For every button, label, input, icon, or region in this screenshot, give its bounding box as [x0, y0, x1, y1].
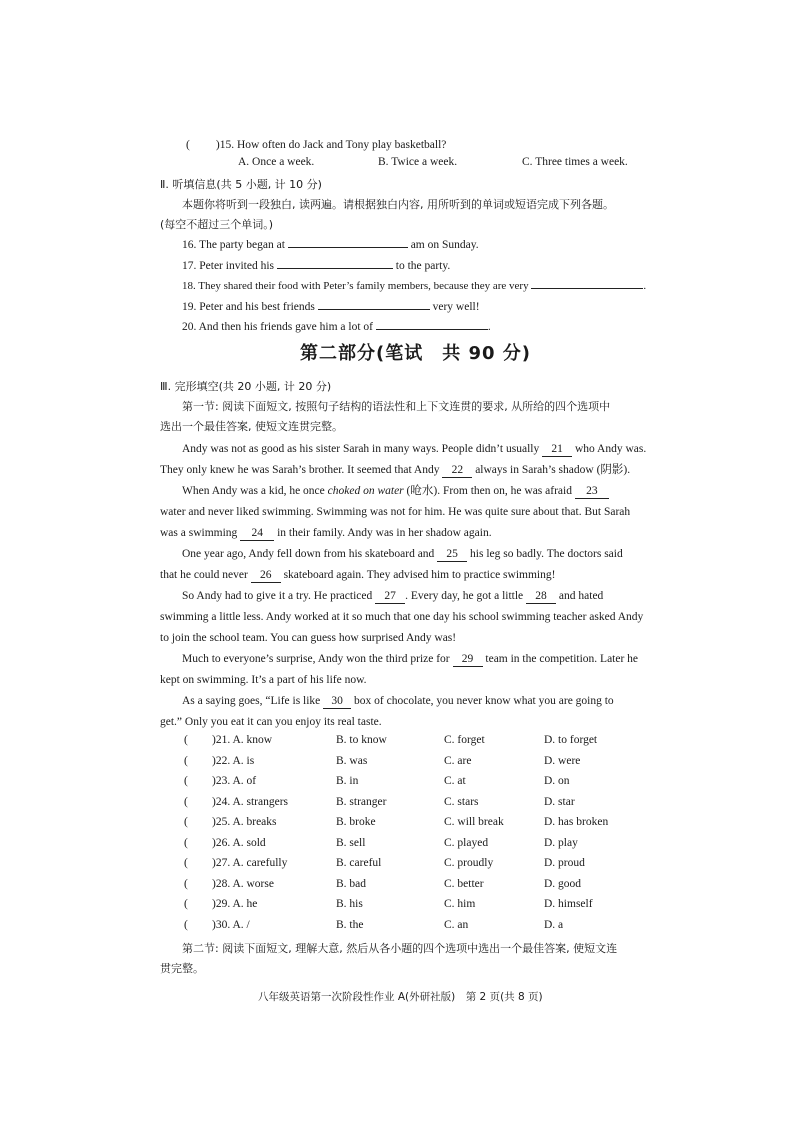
option-d: D. were: [544, 754, 581, 767]
blank-22[interactable]: 22: [442, 463, 472, 478]
passage-line: When Andy was a kid, he once choked on water (呛水). From then on, he was afraid 23: [182, 482, 609, 500]
option-d: D. on: [544, 775, 570, 787]
item-18: 18. They shared their food with Peter’s family members, because they are very .: [182, 280, 647, 292]
section-2-instructions: 本题你将听到一段独白, 读两遍。请根据独白内容, 用所听到的单词或短语完成下列各题。: [182, 198, 614, 211]
section-3-title: Ⅲ. 完形填空(共 20 小题, 计 20 分): [160, 380, 332, 393]
option-c: C. at: [444, 775, 466, 787]
option-c: C. an: [444, 918, 469, 931]
option-b: B. in: [336, 775, 359, 787]
option-a: )28. A. worse: [212, 877, 274, 890]
option-d: D. has broken: [544, 816, 609, 828]
item-20: 20. And then his friends gave him a lot of .: [182, 321, 491, 333]
blank-26[interactable]: 26: [251, 568, 281, 583]
option-b: B. stranger: [336, 795, 387, 808]
option-d: D. star: [544, 795, 575, 808]
item-16: 16. The party began at am on Sunday.: [182, 239, 479, 251]
section-3-sub1-instructions: 第一节: 阅读下面短文, 按照句子结构的语法性和上下文连贯的要求, 从所给的四个选项中: [182, 400, 611, 413]
passage-line: swimming a little less. Andy worked at it so much that one day his school swimming teacher asked Andy: [160, 611, 644, 623]
passage-line: to join the school team. You can guess how surprised Andy was!: [160, 632, 457, 644]
option-d: D. himself: [544, 898, 593, 910]
answer-paren[interactable]: (: [184, 898, 188, 910]
option-a: )29. A. he: [212, 898, 258, 910]
answer-paren[interactable]: (: [184, 734, 188, 746]
answer-paren: (: [186, 139, 190, 151]
option-c: C. are: [444, 754, 472, 767]
option-a: )25. A. breaks: [212, 816, 277, 828]
option-c: C. will break: [444, 816, 504, 828]
passage-line: get.” Only you eat it can you enjoy its real taste.: [160, 716, 382, 728]
answer-blank[interactable]: [277, 268, 393, 269]
option-c: C. played: [444, 836, 489, 849]
passage-line: Much to everyone’s surprise, Andy won the third prize for 29 team in the competition. Later he: [182, 653, 639, 665]
passage-line: They only knew he was Sarah’s brother. It seemed that Andy 22 always in Sarah’s shadow (阴影).: [160, 464, 631, 476]
passage-line: kept on swimming. It’s a part of his life now.: [160, 674, 367, 686]
option-c: C. forget: [444, 734, 485, 746]
section-3-sub2-instructions: 第二节: 阅读下面短文, 理解大意, 然后从各小题的四个选项中选出一个最佳答案, 使短文连: [182, 942, 618, 955]
option-b: B. to know: [336, 734, 387, 746]
option-b: B. sell: [336, 836, 366, 849]
option-b: B. was: [336, 754, 368, 767]
option-a: )26. A. sold: [212, 836, 266, 849]
item-19: 19. Peter and his best friends very well!: [182, 301, 480, 313]
passage-line: water and never liked swimming. Swimming was not for him. He was quite sure about that. But Sarah: [160, 506, 631, 518]
option-a: )24. A. strangers: [212, 795, 289, 808]
blank-27[interactable]: 27: [375, 589, 405, 604]
option-a: )22. A. is: [212, 754, 255, 767]
passage-line: Andy was not as good as his sister Sarah in many ways. People didn’t usually 21 who Andy was.: [182, 443, 647, 455]
blank-30[interactable]: 30: [323, 694, 351, 709]
answer-blank[interactable]: [318, 309, 430, 310]
question-15-stem: 15. How often do Jack and Tony play basketball?: [219, 139, 447, 151]
answer-blank[interactable]: [376, 329, 488, 330]
option-c: C. him: [444, 898, 476, 910]
option-b: B. his: [336, 898, 363, 910]
option-a: )21. A. know: [212, 734, 273, 746]
answer-paren[interactable]: (: [184, 877, 188, 890]
q15-option-a: A. Once a week.: [238, 156, 315, 168]
option-b: B. broke: [336, 816, 376, 828]
passage-line: that he could never 26 skateboard again. They advised him to practice swimming!: [160, 569, 556, 581]
answer-blank[interactable]: [531, 288, 643, 289]
passage-line: One year ago, Andy fell down from his skateboard and 25 his leg so badly. The doctors said: [182, 548, 623, 560]
q15-option-c: C. Three times a week.: [522, 156, 628, 168]
section-3-sub2-instructions-cont: 贯完整。: [160, 962, 204, 975]
passage-line: So Andy had to give it a try. He practiced 27 . Every day, he got a little 28 and hated: [182, 590, 604, 602]
answer-paren[interactable]: (: [184, 836, 188, 849]
option-b: B. bad: [336, 877, 367, 890]
option-d: D. a: [544, 918, 564, 931]
section-2-instructions-note: (每空不超过三个单词。): [160, 218, 274, 231]
blank-23[interactable]: 23: [575, 484, 609, 499]
blank-29[interactable]: 29: [453, 652, 483, 667]
option-c: C. proudly: [444, 857, 494, 869]
answer-paren[interactable]: (: [184, 775, 188, 787]
section-2-title: Ⅱ. 听填信息(共 5 小题, 计 10 分): [160, 178, 322, 191]
option-d: D. play: [544, 836, 578, 849]
answer-blank[interactable]: [288, 247, 408, 248]
option-b: B. the: [336, 918, 364, 931]
blank-28[interactable]: 28: [526, 589, 556, 604]
blank-21[interactable]: 21: [542, 442, 572, 457]
option-b: B. careful: [336, 857, 382, 869]
q15-option-b: B. Twice a week.: [378, 156, 458, 168]
answer-paren[interactable]: (: [184, 816, 188, 828]
answer-paren[interactable]: (: [184, 918, 188, 931]
page-footer: 八年级英语第一次阶段性作业 A(外研社版) 第 2 页(共 8 页): [258, 991, 543, 1003]
section-3-sub1-instructions-cont: 选出一个最佳答案, 使短文连贯完整。: [160, 420, 343, 433]
option-a: )30. A. /: [212, 918, 250, 931]
passage-line: was a swimming 24 in their family. Andy was in her shadow again.: [160, 527, 492, 539]
option-d: D. proud: [544, 857, 585, 869]
answer-paren[interactable]: (: [184, 857, 188, 869]
blank-25[interactable]: 25: [437, 547, 467, 562]
passage-line: As a saying goes, “Life is like 30 box of chocolate, you never know what you are going to: [182, 695, 614, 707]
option-a: )23. A. of: [212, 775, 257, 787]
option-d: D. good: [544, 877, 582, 890]
option-d: D. to forget: [544, 734, 598, 746]
item-17: 17. Peter invited his to the party.: [182, 260, 451, 272]
part-2-title: 第二部分(笔试 共 90 分): [300, 343, 532, 364]
answer-paren[interactable]: (: [184, 754, 188, 767]
option-c: C. stars: [444, 795, 479, 808]
option-a: )27. A. carefully: [212, 857, 288, 869]
option-c: C. better: [444, 877, 484, 890]
question-15: ( )15. How often do Jack and Tony play basketball?: [186, 139, 447, 151]
answer-paren[interactable]: (: [184, 795, 188, 808]
blank-24[interactable]: 24: [240, 526, 274, 541]
